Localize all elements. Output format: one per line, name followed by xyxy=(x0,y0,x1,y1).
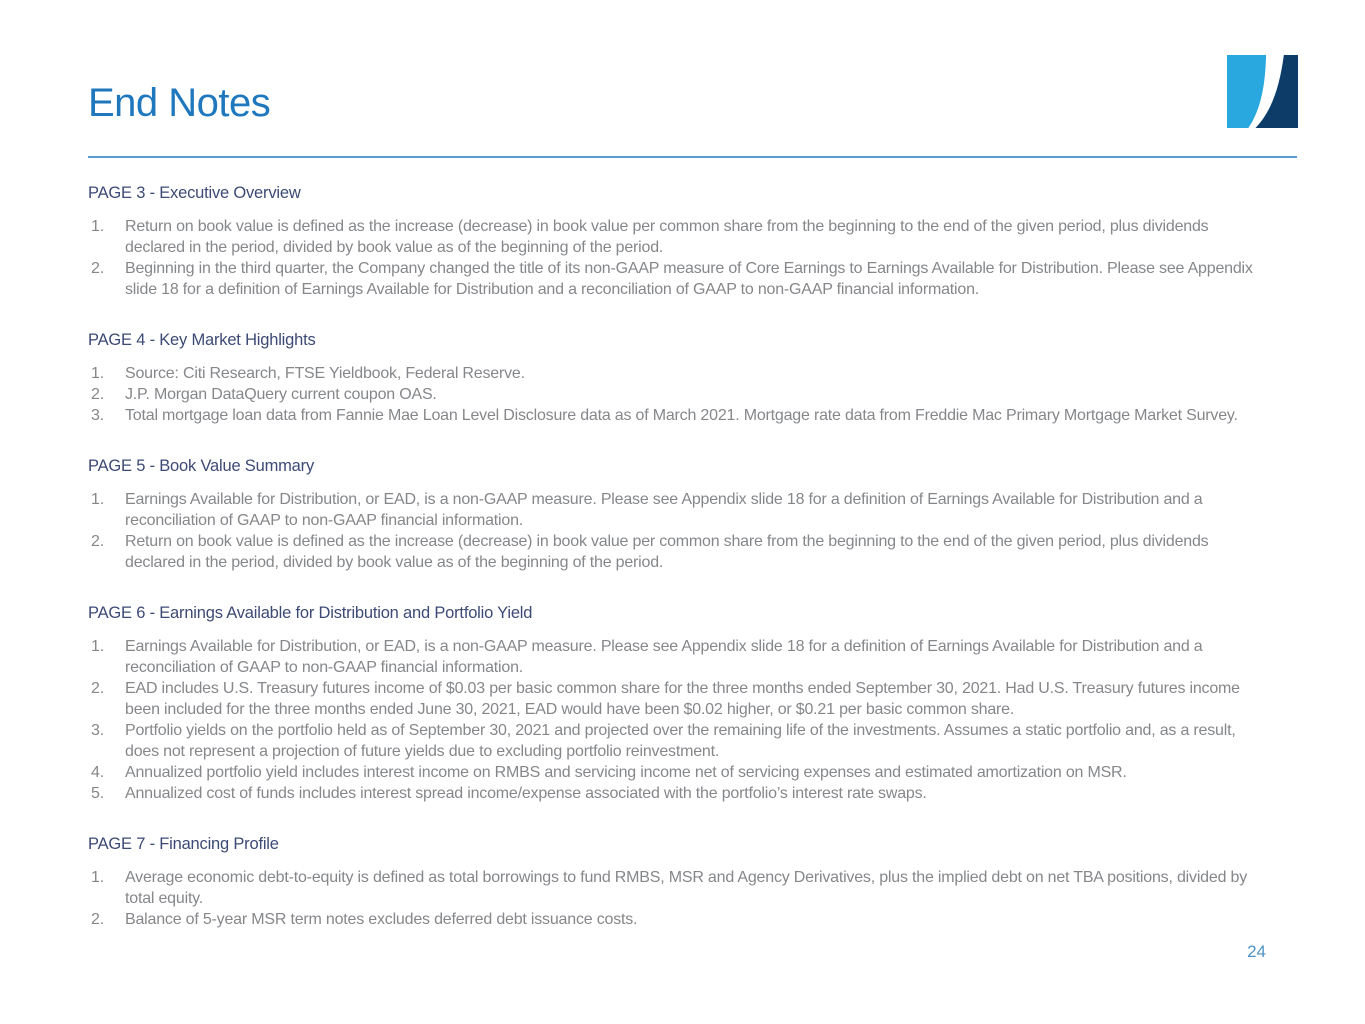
company-logo-icon xyxy=(1227,55,1298,128)
note-item: Portfolio yields on the portfolio held as of September 30, 2021 and projected over the remaining life of the investments. Assumes a static portfolio and, as a result, does not represent a projection of future yields due to excluding portfolio reinvestment. xyxy=(125,722,1236,760)
note-item: Beginning in the third quarter, the Company changed the title of its non-GAAP measure of Core Earnings to Earnings Available for Distribution. Please see Appendix slide 18 for a definition of Earnings Available for Distribution and a reconciliation of GAAP to non-GAAP financial information. xyxy=(125,260,1253,298)
section-heading: PAGE 5 - Book Value Summary xyxy=(88,457,314,475)
note-item: Earnings Available for Distribution, or EAD, is a non-GAAP measure. Please see Appendix slide 18 for a definition of Earnings Available for Distribution and a reconciliation of GAAP to non-GAAP financial information. xyxy=(125,638,1203,676)
note-item: Average economic debt-to-equity is defined as total borrowings to fund RMBS, MSR and Agency Derivatives, plus the implied debt on net TBA positions, divided by total equity. xyxy=(125,869,1248,907)
note-item: Source: Citi Research, FTSE Yieldbook, Federal Reserve. xyxy=(125,365,525,382)
section-note-list xyxy=(88,636,1268,804)
page-title: End Notes xyxy=(88,81,271,125)
note-item: Earnings Available for Distribution, or EAD, is a non-GAAP measure. Please see Appendix slide 18 for a definition of Earnings Available for Distribution and a reconciliation of GAAP to non-GAAP financial information. xyxy=(125,491,1203,529)
endnote-section xyxy=(88,604,1268,804)
section-heading: PAGE 7 - Financing Profile xyxy=(88,835,279,853)
endnote-section xyxy=(88,835,1268,930)
title-divider xyxy=(88,156,1297,158)
endnote-section xyxy=(88,184,1268,300)
section-note-list xyxy=(88,867,1268,930)
section-heading: PAGE 4 - Key Market Highlights xyxy=(88,331,316,349)
note-item: J.P. Morgan DataQuery current coupon OAS. xyxy=(125,386,437,403)
note-item: Return on book value is defined as the increase (decrease) in book value per common share from the beginning to the end of the given period, plus dividends declared in the period, divided by book value as of the beginning of the period. xyxy=(125,533,1209,571)
note-item: Total mortgage loan data from Fannie Mae Loan Level Disclosure data as of March 2021. Mortgage rate data from Freddie Mac Primary Mortgage Market Survey. xyxy=(125,407,1238,424)
note-item: Annualized portfolio yield includes interest income on RMBS and servicing income net of servicing expenses and estimated amortization on MSR. xyxy=(125,764,1127,781)
endnotes-sections xyxy=(88,184,1268,961)
note-item: EAD includes U.S. Treasury futures income of $0.03 per basic common share for the three months ended September 30, 2021. Had U.S. Treasury futures income been included for the three months ended June 30, 2021, EAD would have been $0.02 higher, or $0.21 per basic common share. xyxy=(125,680,1240,718)
section-note-list xyxy=(88,489,1268,573)
note-item: Annualized cost of funds includes interest spread income/expense associated with the portfolio’s interest rate swaps. xyxy=(125,785,927,802)
page-number: 24 xyxy=(1247,942,1266,961)
section-heading: PAGE 6 - Earnings Available for Distribution and Portfolio Yield xyxy=(88,604,533,622)
endnote-section xyxy=(88,331,1268,426)
section-note-list xyxy=(88,363,1268,426)
note-item: Balance of 5-year MSR term notes excludes deferred debt issuance costs. xyxy=(125,911,638,928)
section-heading: PAGE 3 - Executive Overview xyxy=(88,184,301,202)
note-item: Return on book value is defined as the increase (decrease) in book value per common share from the beginning to the end of the given period, plus dividends declared in the period, divided by book value as of the beginning of the period. xyxy=(125,218,1209,256)
section-note-list xyxy=(88,216,1268,300)
endnote-section xyxy=(88,457,1268,573)
